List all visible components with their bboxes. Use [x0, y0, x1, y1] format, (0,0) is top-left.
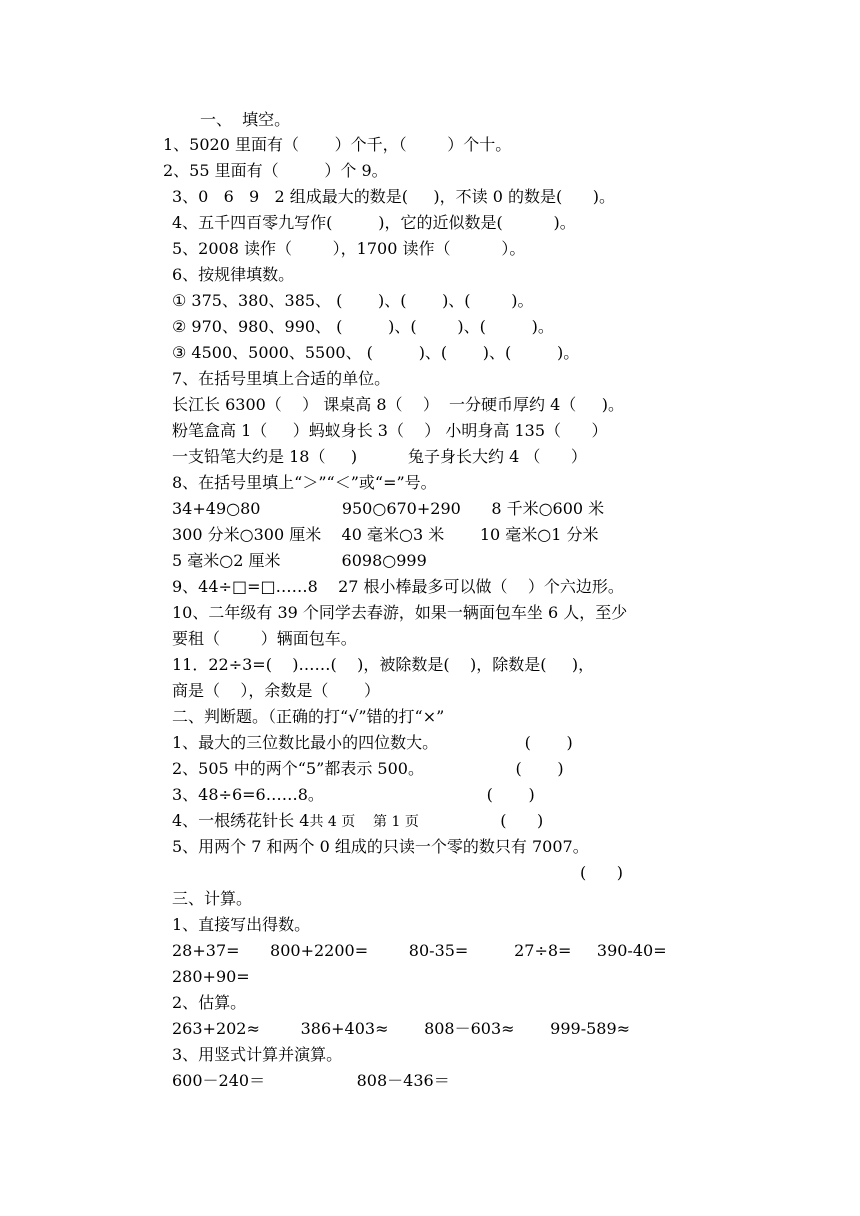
calc-direct-items: 28+37= 800+2200= 80-35= 27÷8= 390-40= — [172, 941, 667, 960]
judge-1: 1、最大的三位数比最小的四位数大。 ( ) — [172, 733, 573, 752]
judge-3: 3、48÷6=6……8。 ( ) — [172, 785, 535, 804]
calc-estimate-title: 2、估算。 — [172, 993, 247, 1012]
judge-5-blank: ( ) — [580, 863, 623, 882]
section-true-false-title: 二、判断题。（正确的打“√”错的打“×” — [172, 707, 445, 726]
question-6-c: ③ 4500、5000、5500、 ( )、( )、( )。 — [172, 343, 580, 362]
section-fill-blank-title: 一、 填空。 — [200, 110, 291, 129]
question-7: 7、在括号里填上合适的单位。 — [172, 369, 391, 388]
calc-direct-title: 1、直接写出得数。 — [172, 915, 311, 934]
judge-5: 5、用两个 7 和两个 0 组成的只读一个零的数只有 7007。 — [172, 837, 589, 856]
question-6-b: ② 970、980、990、 ( )、( )、( )。 — [172, 317, 554, 336]
question-9: 9、44÷□=□……8 27 根小棒最多可以做（ ）个六边形。 — [172, 577, 624, 596]
judge-2: 2、505 中的两个“5”都表示 500。 ( ) — [172, 759, 564, 778]
question-1: 1、5020 里面有（ ）个千，（ ）个十。 — [163, 135, 512, 154]
question-8-a: 34+49○80 950○670+290 8 千米○600 米 — [172, 499, 605, 518]
judge-4-text: 4、一根绣花针长 4 — [172, 811, 310, 830]
question-8: 8、在括号里填上“＞”“＜”或“=”号。 — [172, 473, 437, 492]
calc-direct-items-2: 280+90= — [172, 967, 250, 986]
question-2: 2、55 里面有（ ）个 9。 — [163, 161, 388, 180]
question-6-a: ① 375、380、385、 ( )、( )、( )。 — [172, 291, 534, 310]
question-7-b: 粉笔盒高 1（ ）蚂蚁身长 3（ ） 小明身高 135（ ） — [172, 421, 608, 440]
question-10-line-1: 10、二年级有 39 个同学去春游，如果一辆面包车坐 6 人，至少 — [172, 603, 628, 622]
section-calculation-title: 三、计算。 — [172, 889, 253, 908]
question-3: 3、0 6 9 2 组成最大的数是( )，不读 0 的数是( )。 — [172, 187, 616, 206]
question-7-a: 长江长 6300（ ） 课桌高 8（ ） 一分硬币厚约 4（ )。 — [172, 395, 624, 414]
judge-4-blank: ( ) — [418, 811, 544, 830]
question-8-b: 300 分米○300 厘米 40 毫米○3 米 10 毫米○1 分米 — [172, 525, 599, 544]
calc-estimate-items: 263+202≈ 386+403≈ 808－603≈ 999-589≈ — [172, 1019, 631, 1038]
question-11-line-1: 11．22÷3=( )……( )，被除数是( )，除数是( )， — [172, 655, 595, 674]
calc-vertical-items: 600－240＝ 808－436＝ — [172, 1071, 450, 1090]
question-7-c: 一支铅笔大约是 18（ ) 兔子身长大约 4 （ ） — [172, 447, 587, 466]
question-11-line-2: 商是（ ），余数是（ ） — [172, 681, 380, 700]
page-footer: 共 4 页 第 1 页 — [309, 814, 419, 830]
question-5: 5、2008 读作（ ），1700 读作（ ）。 — [172, 239, 526, 258]
judge-4 — [172, 811, 543, 831]
question-8-c: 5 毫米○2 厘米 6098○999 — [172, 551, 427, 570]
question-6: 6、按规律填数。 — [172, 265, 295, 284]
question-4: 4、五千四百零九写作( )，它的近似数是( )。 — [172, 213, 576, 232]
question-10-line-2: 要租（ ）辆面包车。 — [172, 629, 357, 648]
calc-vertical-title: 3、用竖式计算并演算。 — [172, 1045, 343, 1064]
